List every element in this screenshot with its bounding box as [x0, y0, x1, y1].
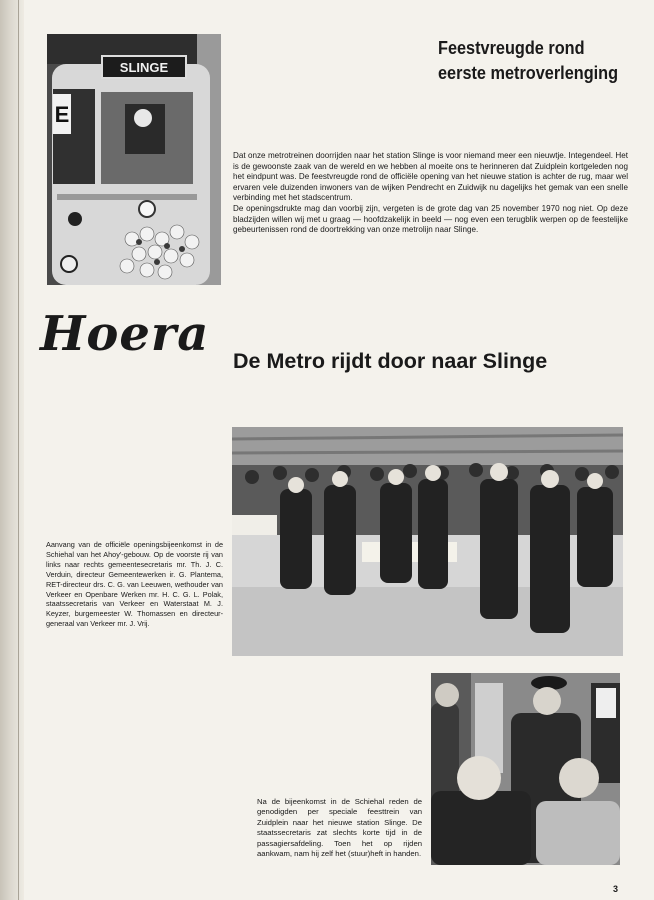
headline [438, 35, 619, 85]
article-title: De Metro rijdt door naar Slinge [233, 349, 548, 373]
page-gutter [0, 0, 24, 900]
train-interior-photo [431, 673, 620, 865]
train-letter: E [54, 102, 70, 127]
caption-meeting: Aanvang van de officiële openingsbijeenkomst in de Schiehal van het Ahoy'-gebouw. Op de voorste rij van links naar rechts gemeentesecretaris mr. Th. J. C. Verduin, directeur Gemeentewerken ir. G. Plantema, RET-directeur drs. C. G. van Leeuwen, wethouder van Verkeer en Openbare Werken mr. H. C. G. L. Polak, staatssecretaris van Verkeer en Waterstaat M. J. Keyzer, burgemeester W. Thomassen en directeur-generaal van Verkeer mr. J. Vrij. [46, 540, 223, 629]
train-photo [47, 34, 221, 285]
caption-train-interior: Na de bijeenkomst in de Schiehal reden de genodigden per speciale feesttrein van Zuidplein naar het nieuwe station Slinge. De staatssecretaris zat slechts korte tijd in de passagiersafdeling. Toen het op rijden aankwam, nam hij zelf het (stuur)heft in handen. [257, 797, 422, 859]
headline-line-1: Feestvreugde rond [438, 37, 585, 58]
intro-text [233, 151, 628, 236]
intro-paragraph-1: Dat onze metrotreinen doorrijden naar het station Slinge is voor niemand meer een nieuwtje. Integendeel. Het is de gewoonste zaak van de wereld en we hebben al moeite ons te herinneren dat Zuidplein kortgeleden nog het eindpunt was. De feestvreugde rond de officiële opening van het nieuwe station is achter de rug, maar wel ervaren vele duizenden inwoners van de wijken Pendrecht en Zuidwijk nu dagelijks het gemak van een snelle verbinding met het stadscentrum. [233, 151, 628, 203]
page-number: 3 [613, 884, 619, 894]
train-destination-sign: SLINGE [119, 60, 169, 75]
intro-paragraph-2: De openingsdrukte mag dan voorbij zijn, vergeten is de grote dag van 25 november 1970 nog niet. Op deze bladzijden willen wij met u graag — hoofdzakelijk in beeld — nog even een terugblik werpen op de feestelijke gebeurtenissen rond de doortrekking van onze metrolijn naar Slinge. [233, 203, 628, 235]
meeting-photo [232, 427, 623, 656]
headline-line-2: eerste metroverlenging [438, 62, 619, 83]
hoera-title: Hoera [40, 306, 210, 362]
